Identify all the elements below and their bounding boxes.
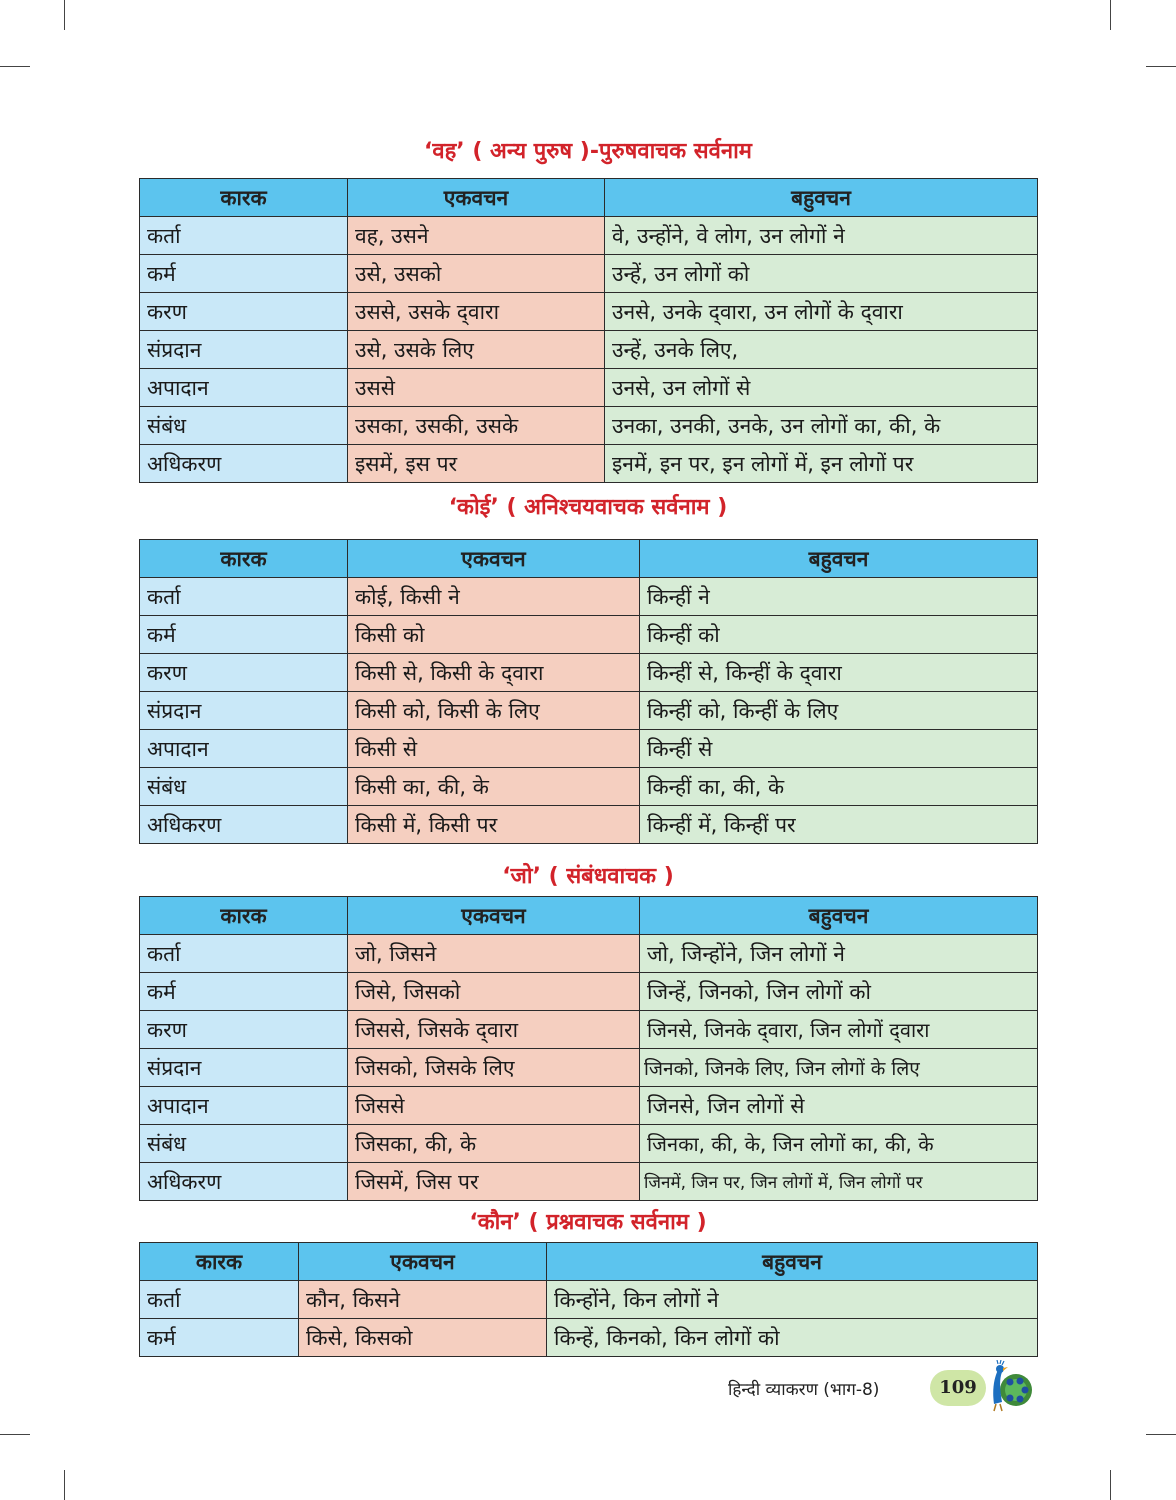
table-row	[140, 768, 1038, 806]
table-row	[140, 331, 1038, 369]
ekvachan-cell: जिससे, जिसके द्‌वारा	[348, 1011, 640, 1049]
karak-cell: संप्रदान	[140, 1049, 348, 1087]
karak-cell: संबंध	[140, 768, 348, 806]
karak-cell: कर्म	[140, 973, 348, 1011]
section-title: ‘कौन’ ( प्रश्नवाचक सर्वनाम )	[469, 1210, 707, 1235]
header-karak: कारक	[140, 1243, 299, 1281]
karak-cell: कर्ता	[140, 217, 348, 255]
ekvachan-cell: उससे	[348, 369, 605, 407]
karak-cell: संप्रदान	[140, 692, 348, 730]
table-row	[140, 1049, 1038, 1087]
karak-cell: अधिकरण	[140, 445, 348, 483]
bahuvachan-cell: उन्हें, उनके लिए,	[605, 331, 1038, 369]
bahuvachan-cell: जिन्हें, जिनको, जिन लोगों को	[640, 973, 1038, 1011]
ekvachan-cell: उसे, उसको	[348, 255, 605, 293]
karak-cell: कर्म	[140, 1319, 299, 1357]
crop-mark	[1146, 1434, 1176, 1435]
header-bahuvachan: बहुवचन	[605, 179, 1038, 217]
karak-cell: कर्म	[140, 255, 348, 293]
ekvachan-cell: जिसका, की, के	[348, 1125, 640, 1163]
table-row	[140, 369, 1038, 407]
bahuvachan-cell: किन्हीं को, किन्हीं के लिए	[640, 692, 1038, 730]
bahuvachan-cell: किन्हीं का, की, के	[640, 768, 1038, 806]
table-row	[140, 1011, 1038, 1049]
table-row	[140, 1281, 1038, 1319]
karak-cell: करण	[140, 654, 348, 692]
bahuvachan-cell: वे, उन्होंने, वे लोग, उन लोगों ने	[605, 217, 1038, 255]
bahuvachan-cell: किन्हें, किनको, किन लोगों को	[547, 1319, 1038, 1357]
table-row	[140, 654, 1038, 692]
bahuvachan-cell: किन्होंने, किन लोगों ने	[547, 1281, 1038, 1319]
ekvachan-cell: किसी को, किसी के लिए	[348, 692, 640, 730]
table-row	[140, 730, 1038, 768]
bahuvachan-cell: इनमें, इन पर, इन लोगों में, इन लोगों पर	[605, 445, 1038, 483]
bahuvachan-cell: किन्हीं से	[640, 730, 1038, 768]
ekvachan-cell: कोई, किसी ने	[348, 578, 640, 616]
section-title: ‘कोई’ ( अनिश्चयवाचक सर्वनाम )	[448, 495, 728, 520]
declension-table	[139, 1242, 1038, 1357]
karak-cell: अपादान	[140, 730, 348, 768]
karak-cell: कर्म	[140, 616, 348, 654]
table-row	[140, 935, 1038, 973]
table-row	[140, 1163, 1038, 1201]
table-row	[140, 445, 1038, 483]
ekvachan-cell: जिसको, जिसके लिए	[348, 1049, 640, 1087]
table-row	[140, 616, 1038, 654]
ekvachan-cell: किसी को	[348, 616, 640, 654]
crop-mark	[1110, 0, 1111, 30]
bahuvachan-cell: उनका, उनकी, उनके, उन लोगों का, की, के	[605, 407, 1038, 445]
bahuvachan-cell: उन्हें, उन लोगों को	[605, 255, 1038, 293]
table-row	[140, 806, 1038, 844]
declension-table	[139, 539, 1038, 844]
table-row	[140, 1087, 1038, 1125]
karak-cell: संबंध	[140, 1125, 348, 1163]
bahuvachan-cell: जिनसे, जिन लोगों से	[640, 1087, 1038, 1125]
ekvachan-cell: उसे, उसके लिए	[348, 331, 605, 369]
table-row	[140, 1319, 1038, 1357]
peacock-icon	[980, 1360, 1036, 1412]
header-ekvachan: एकवचन	[348, 179, 605, 217]
bahuvachan-cell: किन्हीं ने	[640, 578, 1038, 616]
karak-cell: अधिकरण	[140, 806, 348, 844]
declension-table	[139, 896, 1038, 1201]
table-row	[140, 973, 1038, 1011]
header-ekvachan: एकवचन	[299, 1243, 547, 1281]
table-row	[140, 293, 1038, 331]
page-number: 109	[930, 1370, 986, 1406]
table-row	[140, 217, 1038, 255]
bahuvachan-cell: किन्हीं को	[640, 616, 1038, 654]
ekvachan-cell: कौन, किसने	[299, 1281, 547, 1319]
section-title: ‘वह’ ( अन्य पुरुष )-पुरुषवाचक सर्वनाम	[424, 139, 752, 164]
karak-cell: करण	[140, 293, 348, 331]
ekvachan-cell: उससे, उसके द्‌वारा	[348, 293, 605, 331]
crop-mark	[0, 66, 30, 67]
header-karak: कारक	[140, 179, 348, 217]
table-row	[140, 255, 1038, 293]
header-bahuvachan: बहुवचन	[640, 897, 1038, 935]
bahuvachan-cell: किन्हीं से, किन्हीं के द्‌वारा	[640, 654, 1038, 692]
ekvachan-cell: जिसमें, जिस पर	[348, 1163, 640, 1201]
header-bahuvachan: बहुवचन	[640, 540, 1038, 578]
bahuvachan-cell: जिनमें, जिन पर, जिन लोगों में, जिन लोगों पर	[640, 1163, 1038, 1201]
bahuvachan-cell: उनसे, उन लोगों से	[605, 369, 1038, 407]
ekvachan-cell: किसे, किसको	[299, 1319, 547, 1357]
table-row	[140, 407, 1038, 445]
karak-cell: कर्ता	[140, 578, 348, 616]
ekvachan-cell: किसी से, किसी के द्‌वारा	[348, 654, 640, 692]
bahuvachan-cell: जिनसे, जिनके द्‌वारा, जिन लोगों द्‌वारा	[640, 1011, 1038, 1049]
book-title: हिन्दी व्याकरण (भाग-8)	[728, 1380, 880, 1400]
bahuvachan-cell: जो, जिन्होंने, जिन लोगों ने	[640, 935, 1038, 973]
table-row	[140, 578, 1038, 616]
bahuvachan-cell: जिनको, जिनके लिए, जिन लोगों के लिए	[640, 1049, 1038, 1087]
crop-mark	[1110, 1470, 1111, 1500]
ekvachan-cell: वह, उसने	[348, 217, 605, 255]
karak-cell: संबंध	[140, 407, 348, 445]
header-bahuvachan: बहुवचन	[547, 1243, 1038, 1281]
ekvachan-cell: जिससे	[348, 1087, 640, 1125]
declension-table	[139, 178, 1038, 483]
ekvachan-cell: जिसे, जिसको	[348, 973, 640, 1011]
bahuvachan-cell: जिनका, की, के, जिन लोगों का, की, के	[640, 1125, 1038, 1163]
karak-cell: अपादान	[140, 369, 348, 407]
header-ekvachan: एकवचन	[348, 897, 640, 935]
karak-cell: कर्ता	[140, 935, 348, 973]
table-row	[140, 1125, 1038, 1163]
bahuvachan-cell: किन्हीं में, किन्हीं पर	[640, 806, 1038, 844]
ekvachan-cell: जो, जिसने	[348, 935, 640, 973]
crop-mark	[64, 0, 65, 30]
bahuvachan-cell: उनसे, उनके द्‌वारा, उन लोगों के द्‌वारा	[605, 293, 1038, 331]
header-ekvachan: एकवचन	[348, 540, 640, 578]
ekvachan-cell: किसी से	[348, 730, 640, 768]
section-title: ‘जो’ ( संबंधवाचक )	[502, 864, 674, 889]
karak-cell: करण	[140, 1011, 348, 1049]
karak-cell: अपादान	[140, 1087, 348, 1125]
crop-mark	[0, 1434, 30, 1435]
karak-cell: कर्ता	[140, 1281, 299, 1319]
header-karak: कारक	[140, 897, 348, 935]
header-karak: कारक	[140, 540, 348, 578]
karak-cell: संप्रदान	[140, 331, 348, 369]
ekvachan-cell: इसमें, इस पर	[348, 445, 605, 483]
table-row	[140, 692, 1038, 730]
ekvachan-cell: किसी का, की, के	[348, 768, 640, 806]
crop-mark	[1146, 66, 1176, 67]
ekvachan-cell: उसका, उसकी, उसके	[348, 407, 605, 445]
karak-cell: अधिकरण	[140, 1163, 348, 1201]
crop-mark	[64, 1470, 65, 1500]
ekvachan-cell: किसी में, किसी पर	[348, 806, 640, 844]
